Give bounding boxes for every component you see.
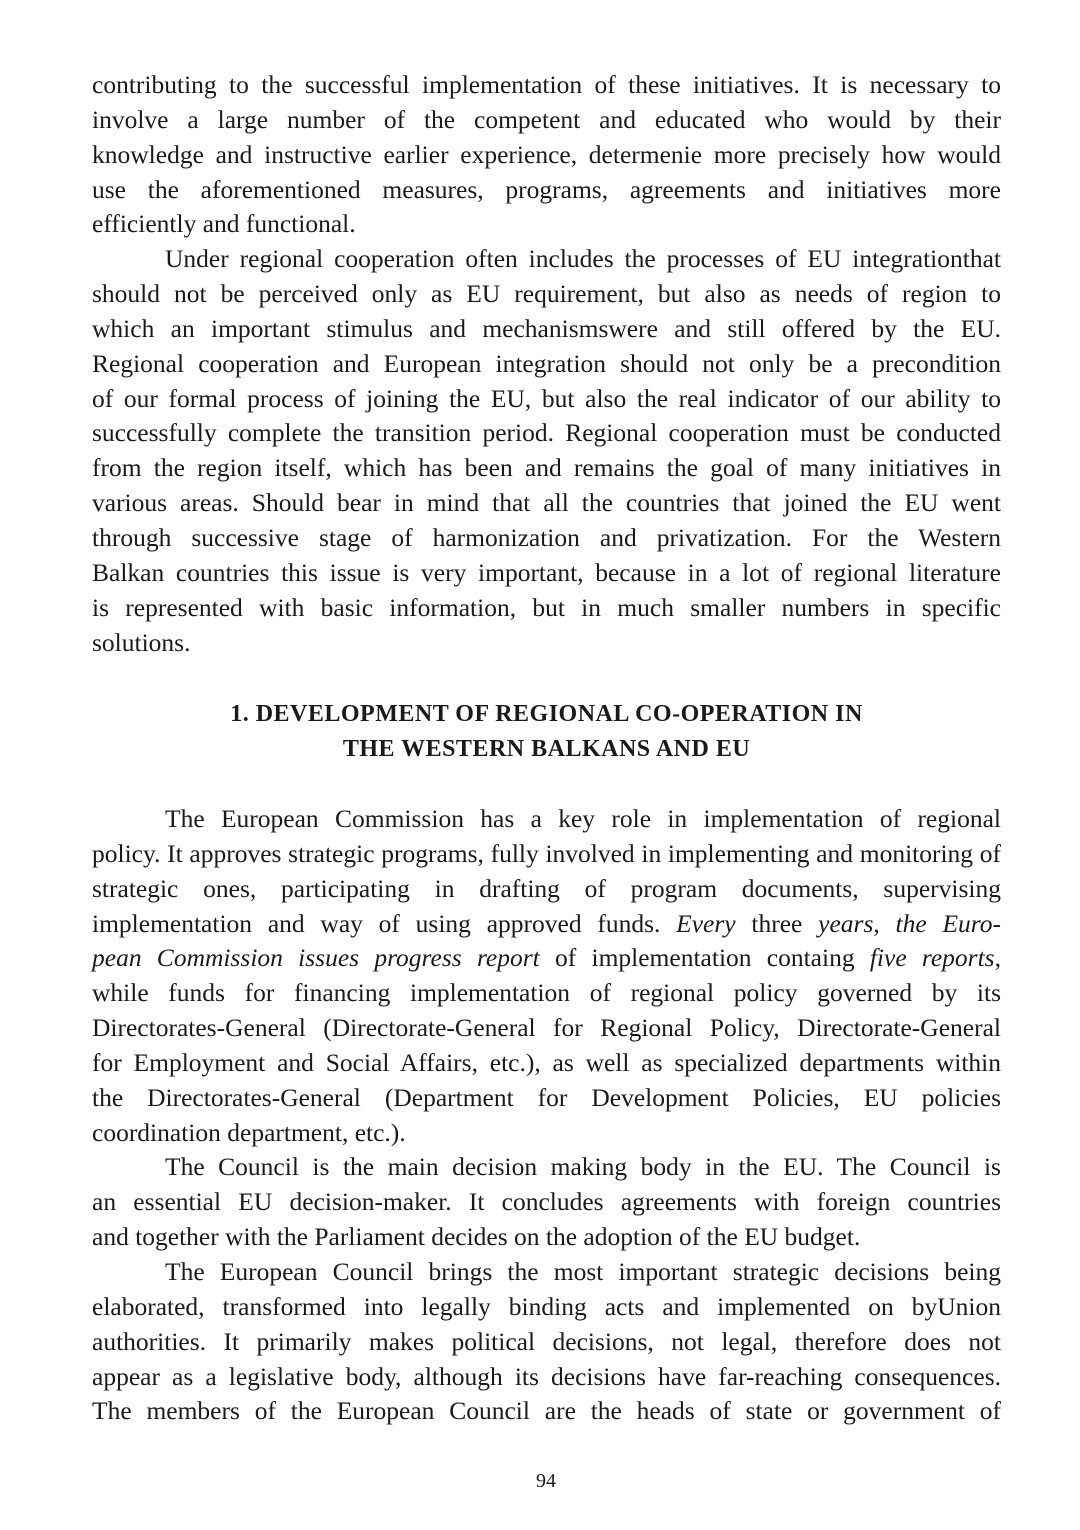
italic-text: pean Commission issues progress report — [92, 943, 540, 973]
text-line: The members of the European Council are the heads of state or government of — [92, 1396, 1001, 1426]
text-line: and together with the Parliament decides on the adoption of the EU budget. — [92, 1222, 861, 1252]
paragraph — [92, 1150, 1001, 1255]
text-line: strategic ones, participating in drafting of program documents, supervising — [92, 873, 1001, 903]
text-line: should not be perceived only as EU requirement, but also as needs of region to — [92, 279, 1001, 309]
text-segment: three — [735, 908, 819, 938]
text-line: from the region itself, which has been and remains the goal of many initiatives in — [92, 453, 1001, 483]
text-line: is represented with basic information, but in much smaller numbers in specific — [92, 592, 1001, 622]
text-line: coordination department, etc.). — [92, 1117, 406, 1147]
italic-text: Every — [676, 908, 736, 938]
paragraph — [92, 242, 1001, 660]
paragraph — [92, 68, 1001, 242]
text-line: Regional cooperation and European integration should not only be a precondition — [92, 348, 1001, 378]
text-line: Balkan countries this issue is very important, because in a lot of regional literature — [92, 557, 1001, 587]
text-line: the Directorates-General (Department for Development Policies, EU policies — [92, 1082, 1001, 1112]
text-line: policy. It approves strategic programs, fully involved in implementing and monitoring of — [92, 838, 1001, 868]
text-line: elaborated, transformed into legally binding acts and implemented on byUnion — [92, 1291, 1001, 1321]
text-line: knowledge and instructive earlier experience, determenie more precisely how would — [92, 139, 1001, 169]
paragraph — [92, 802, 1001, 1150]
heading-line-1: 1. DEVELOPMENT OF REGIONAL CO-OPERATION IN — [230, 701, 863, 728]
paragraph — [92, 1255, 1001, 1429]
text-line: various areas. Should bear in mind that all the countries that joined the EU went — [92, 488, 1001, 518]
text-line: efficiently and functional. — [92, 209, 356, 239]
body-text-after-heading — [92, 802, 1001, 1429]
body-text-before-heading — [92, 68, 1001, 660]
text-line: Under regional cooperation often includes the processes of EU integrationthat — [165, 244, 1001, 274]
text-line: an essential EU decision-maker. It concludes agreements with foreign countries — [92, 1187, 1001, 1217]
text-line: authorities. It primarily makes political decisions, not legal, therefore does not — [92, 1326, 1001, 1356]
text-line: The European Commission has a key role in implementation of regional — [165, 804, 1001, 834]
text-line: Directorates-General (Directorate-General for Regional Policy, Directorate-General — [92, 1013, 1001, 1043]
text-line: The Council is the main decision making body in the EU. The Council is — [165, 1152, 1001, 1182]
page-number: 94 — [536, 1470, 556, 1492]
text-line: of our formal process of joining the EU, but also the real indicator of our ability to — [92, 383, 1001, 413]
text-line: through successive stage of harmonization and privatization. For the Western — [92, 522, 1001, 552]
text-line: appear as a legislative body, although its decisions have far-reaching consequences. — [92, 1361, 1001, 1391]
text-line: successfully complete the transition period. Regional cooperation must be conducted — [92, 418, 1001, 448]
document-page — [92, 68, 1001, 1429]
heading-line-2: THE WESTERN BALKANS AND EU — [342, 736, 751, 763]
text-line — [92, 907, 1001, 942]
text-line — [92, 941, 1001, 976]
text-line: which an important stimulus and mechanismswere and still offered by the EU. — [92, 313, 1001, 343]
text-line: solutions. — [92, 627, 191, 657]
text-line: for Employment and Social Affairs, etc.), as well as specialized departments within — [92, 1047, 1001, 1077]
section-heading — [92, 697, 1001, 767]
text-line: contributing to the successful implementation of these initiatives. It is necessary to — [92, 70, 1001, 99]
text-line: use the aforementioned measures, programs, agreements and initiatives more — [92, 174, 1001, 204]
text-line: involve a large number of the competent and educated who would by their — [92, 104, 1001, 134]
text-segment: implementation and way of using approved funds. — [92, 908, 677, 938]
text-line: The European Council brings the most important strategic decisions being — [165, 1257, 1001, 1286]
text-line: while funds for financing implementation of regional policy governed by its — [92, 978, 1001, 1008]
italic-text: five reports — [869, 943, 995, 973]
text-segment: of implementation containg — [539, 943, 870, 973]
text-segment: , — [994, 943, 1001, 973]
italic-text: years, the Euro- — [818, 908, 1001, 938]
